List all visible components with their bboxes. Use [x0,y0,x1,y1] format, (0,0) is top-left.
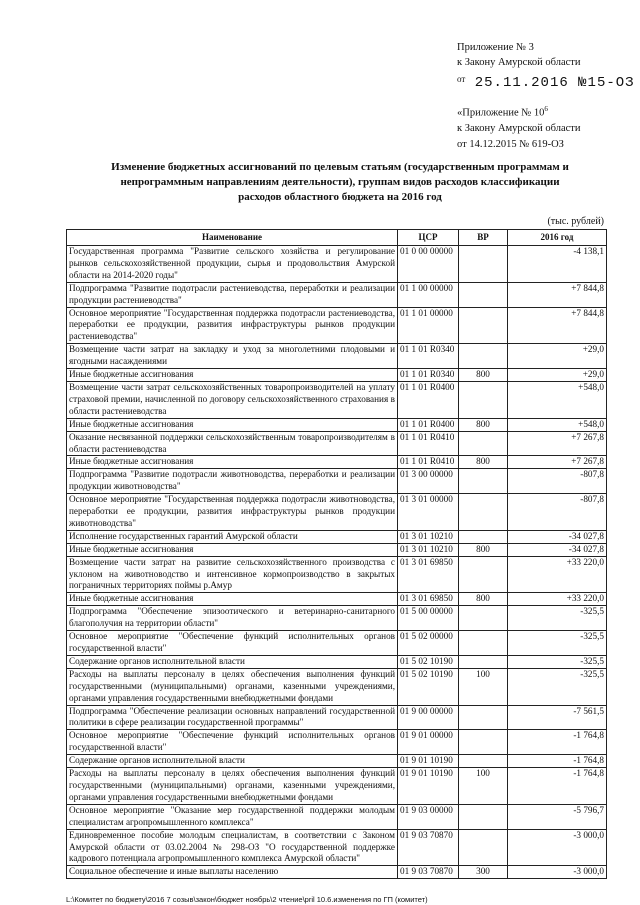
row-name: Основное мероприятие "Обеспечение функций исполнительных органов государственной власти" [67,631,398,656]
row-name: Расходы на выплаты персоналу в целях обеспечения выполнения функций государственными (муниципальными) органами, казенными учреждениями, органами управления государственными внебюджетными фондами [67,768,398,805]
table-row [67,494,607,531]
row-vr [459,804,508,829]
row-csr: 01 9 01 00000 [398,730,459,755]
prev-appendix-date: от 14.12.2015 № 619-ОЗ [457,138,564,150]
row-sum: +29,0 [508,344,607,369]
row-sum: -807,8 [508,494,607,531]
row-sum: -807,8 [508,469,607,494]
row-vr [459,381,508,418]
row-name: Единовременное пособие молодым специалистам, в соответствии с Законом Амурской области от 03.02.2004 № 298-ОЗ "О государственной поддержке кадрового потенциала агропромышленного комплекса Амурской области" [67,829,398,866]
row-vr: 800 [459,543,508,556]
row-sum: -325,5 [508,606,607,631]
row-vr [459,705,508,730]
row-sum: +29,0 [508,369,607,382]
table-row [67,456,607,469]
row-vr: 800 [459,418,508,431]
row-csr: 01 9 03 70870 [398,829,459,866]
units-label: (тыс. рублей) [547,216,604,227]
row-name: Основное мероприятие "Государственная поддержка подотрасли животноводства, переработки ее продукции, развития инфраструктуры рынков продукции животноводства" [67,494,398,531]
row-csr: 01 3 01 10210 [398,543,459,556]
table-row [67,668,607,705]
previous-appendix-block [457,102,581,152]
table-row [67,829,607,866]
row-sum: +33 220,0 [508,556,607,593]
row-vr [459,606,508,631]
prev-appendix-label: «Приложение № 10 [457,107,545,119]
row-name: Подпрограмма "Обеспечение реализации основных направлений государственной политики в сфере реализации государственной программы" [67,705,398,730]
row-vr [459,730,508,755]
row-name: Основное мероприятие "Обеспечение функций исполнительных органов государственной власти" [67,730,398,755]
row-sum: +33 220,0 [508,593,607,606]
table-row [67,530,607,543]
prev-appendix-number [457,102,581,121]
row-name: Подпрограмма "Развитие подотрасли животноводства, переработки и реализации продукции животноводства" [67,469,398,494]
row-csr: 01 5 00 00000 [398,606,459,631]
table-row [67,418,607,431]
table-row [67,381,607,418]
row-sum: -1 764,8 [508,730,607,755]
row-vr [459,829,508,866]
row-name: Подпрограмма "Обеспечение эпизоотического и ветеринарно-санитарного благополучия на территории области" [67,606,398,631]
row-vr [459,755,508,768]
appendix-law: к Закону Амурской области [457,57,581,68]
header-csr: ЦСР [398,230,459,246]
table-row [67,431,607,456]
row-sum: +7 844,8 [508,307,607,344]
row-csr: 01 1 01 R0340 [398,344,459,369]
row-sum: -3 000,0 [508,866,607,879]
row-csr: 01 9 01 10190 [398,755,459,768]
row-name: Иные бюджетные ассигнования [67,593,398,606]
table-row [67,866,607,879]
row-csr: 01 3 00 00000 [398,469,459,494]
row-sum: -7 561,5 [508,705,607,730]
row-csr: 01 3 01 10210 [398,530,459,543]
row-csr: 01 5 02 10190 [398,668,459,705]
file-path-footer: L:\Комитет по бюджету\2016 7 созыв\закон\бюджет ноябрь\2 чтение\pril 10.6.изменения по ГП (комитет) [66,895,428,905]
row-csr: 01 9 01 10190 [398,768,459,805]
header-name: Наименование [67,230,398,246]
row-vr: 800 [459,593,508,606]
row-vr: 800 [459,369,508,382]
table-header-row [67,230,607,246]
row-name: Возмещение части затрат на развитие сельскохозяйственного производства с уклоном на животноводство и интенсивное кормопроизводство в закрытых пограничных территориях поймы р.Амур [67,556,398,593]
row-name: Возмещение части затрат на закладку и уход за многолетними плодовыми и ягодными насаждениями [67,344,398,369]
table-row [67,282,607,307]
row-name: Содержание органов исполнительной власти [67,655,398,668]
row-csr: 01 3 01 69850 [398,556,459,593]
row-csr: 01 1 01 R0340 [398,369,459,382]
row-vr [459,530,508,543]
row-vr: 800 [459,456,508,469]
row-sum: -1 764,8 [508,755,607,768]
row-csr: 01 3 01 00000 [398,494,459,531]
row-sum: -1 764,8 [508,768,607,805]
table-row [67,307,607,344]
table-row [67,593,607,606]
row-name: Оказание несвязанной поддержки сельскохозяйственным товаропроизводителям в области растениеводства [67,431,398,456]
table-row [67,804,607,829]
row-name: Иные бюджетные ассигнования [67,543,398,556]
header-year: 2016 год [508,230,607,246]
row-vr: 300 [459,866,508,879]
prev-appendix-law: к Закону Амурской области [457,123,581,134]
table-row [67,655,607,668]
row-csr: 01 9 00 00000 [398,705,459,730]
row-name: Иные бюджетные ассигнования [67,418,398,431]
row-csr: 01 0 00 00000 [398,246,459,283]
table-row [67,369,607,382]
row-sum: -4 138,1 [508,246,607,283]
row-vr [459,556,508,593]
row-vr [459,282,508,307]
table-row [67,469,607,494]
row-name: Государственная программа "Развитие сельского хозяйства и регулирование рынков сельскохозяйственной продукции, сырья и продовольствия Амурской области на 2014-2020 годы" [67,246,398,283]
row-name: Содержание органов исполнительной власти [67,755,398,768]
table-row [67,631,607,656]
row-vr [459,246,508,283]
row-name: Основное мероприятие "Оказание мер государственной поддержки молодым специалистам агропромышленного комплекса" [67,804,398,829]
row-vr: 100 [459,768,508,805]
date-stamp [457,70,635,92]
date-stamp-text: 25.11.2016 №15-ОЗ [474,75,635,91]
row-csr: 01 9 03 00000 [398,804,459,829]
row-csr: 01 1 01 R0410 [398,431,459,456]
table-row [67,344,607,369]
row-csr: 01 1 01 R0410 [398,456,459,469]
table-row [67,705,607,730]
table-and-footer [66,229,607,905]
row-sum: +7 844,8 [508,282,607,307]
budget-table [66,229,607,879]
row-name: Иные бюджетные ассигнования [67,456,398,469]
row-sum: -3 000,0 [508,829,607,866]
row-sum: +548,0 [508,381,607,418]
row-vr [459,631,508,656]
row-csr: 01 1 00 00000 [398,282,459,307]
table-row [67,606,607,631]
row-sum: -34 027,8 [508,530,607,543]
row-sum: +548,0 [508,418,607,431]
row-csr: 01 5 02 10190 [398,655,459,668]
table-row [67,556,607,593]
row-csr: 01 1 01 R0400 [398,418,459,431]
row-sum: -325,5 [508,631,607,656]
row-csr: 01 1 01 R0400 [398,381,459,418]
table-row [67,246,607,283]
row-name: Основное мероприятие "Государственная поддержка подотрасли растениеводства, переработки ее продукции, развития инфраструктуры рынков продукции растениеводства" [67,307,398,344]
row-vr [459,431,508,456]
row-sum: -325,5 [508,668,607,705]
row-name: Социальное обеспечение и иные выплаты населению [67,866,398,879]
row-vr [459,655,508,668]
row-csr: 01 5 02 00000 [398,631,459,656]
table-row [67,730,607,755]
row-sum: +7 267,8 [508,431,607,456]
row-vr: 100 [459,668,508,705]
table-row [67,768,607,805]
row-csr: 01 9 03 70870 [398,866,459,879]
row-sum: -325,5 [508,655,607,668]
row-sum: +7 267,8 [508,456,607,469]
row-vr [459,344,508,369]
row-name: Исполнение государственных гарантий Амурской области [67,530,398,543]
prev-appendix-superscript: 6 [544,105,548,113]
row-sum: -34 027,8 [508,543,607,556]
row-name: Возмещение части затрат сельскохозяйственных товаропроизводителей на уплату страховой премии, начисленной по договору сельскохозяйственного страхования в области растениеводства [67,381,398,418]
row-csr: 01 1 01 00000 [398,307,459,344]
table-row [67,543,607,556]
row-name: Расходы на выплаты персоналу в целях обеспечения выполнения функций государственными (муниципальными) органами, казенными учреждениями, органами управления государственными внебюджетными фондами [67,668,398,705]
appendix-block [457,40,635,92]
table-row [67,755,607,768]
row-name: Подпрограмма "Развитие подотрасли растениеводства, переработки и реализации продукции растениеводства" [67,282,398,307]
row-vr [459,469,508,494]
date-prefix: от [457,74,466,84]
row-sum: -5 796,7 [508,804,607,829]
row-vr [459,494,508,531]
row-name: Иные бюджетные ассигнования [67,369,398,382]
header-vr: ВР [459,230,508,246]
row-csr: 01 3 01 69850 [398,593,459,606]
appendix-number: Приложение № 3 [457,42,534,53]
row-vr [459,307,508,344]
document-title: Изменение бюджетных ассигнований по целевым статьям (государственным программам и непрограммным направлениям деятельности), группам видов расходов классификации расходов областного бюджета на 2016 год [111,161,569,203]
